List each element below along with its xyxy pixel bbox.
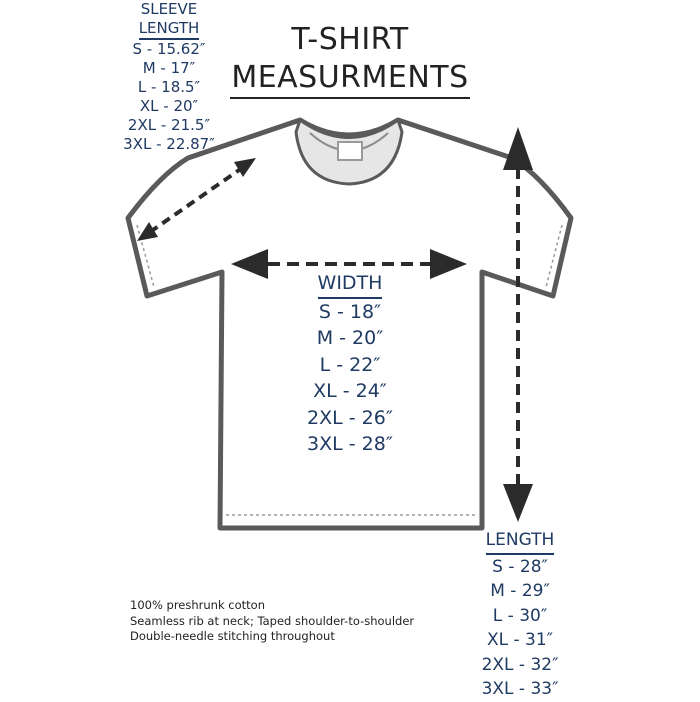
sleeve-size-row: 3XL - 22.87″	[123, 135, 215, 153]
width-heading: WIDTH	[318, 270, 383, 299]
width-size-row: S - 18″	[318, 300, 382, 323]
tshirt-neck-label	[338, 142, 362, 160]
sleeve-size-row: L - 18.5″	[137, 78, 201, 96]
note-line: 100% preshrunk cotton	[130, 598, 265, 612]
width-table	[270, 270, 430, 458]
width-size-row: L - 22″	[319, 353, 381, 376]
page-title-line2: MEASURMENTS	[230, 60, 470, 99]
sleeve-size-row: S - 15.62″	[132, 40, 206, 58]
length-table	[470, 528, 570, 702]
width-size-row: 2XL - 26″	[307, 406, 393, 429]
sleeve-length-table	[110, 0, 228, 154]
length-size-row: 3XL - 33″	[481, 679, 559, 699]
width-size-row: M - 20″	[316, 327, 384, 349]
sleeve-heading-line2: LENGTH	[139, 19, 200, 40]
sleeve-heading-line1: SLEEVE	[140, 0, 198, 18]
note-line: Seamless rib at neck; Taped shoulder-to-shoulder	[130, 613, 415, 628]
sleeve-size-row: M - 17″	[142, 59, 196, 77]
length-size-row: S - 28″	[492, 556, 548, 577]
sleeve-size-row: 2XL - 21.5″	[127, 116, 211, 134]
width-size-row: 3XL - 28″	[307, 433, 393, 455]
note-line: Double-needle stitching throughout	[130, 629, 335, 643]
sleeve-size-row: XL - 20″	[139, 97, 199, 115]
length-size-row: L - 30″	[492, 605, 548, 626]
length-size-row: M - 29″	[490, 581, 550, 601]
page-title-line1: T-SHIRT	[291, 22, 409, 57]
length-size-row: 2XL - 32″	[481, 654, 559, 675]
length-heading: LENGTH	[486, 528, 555, 555]
width-size-row: XL - 24″	[313, 380, 387, 402]
product-notes	[130, 598, 414, 645]
length-size-row: XL - 31″	[486, 630, 554, 650]
